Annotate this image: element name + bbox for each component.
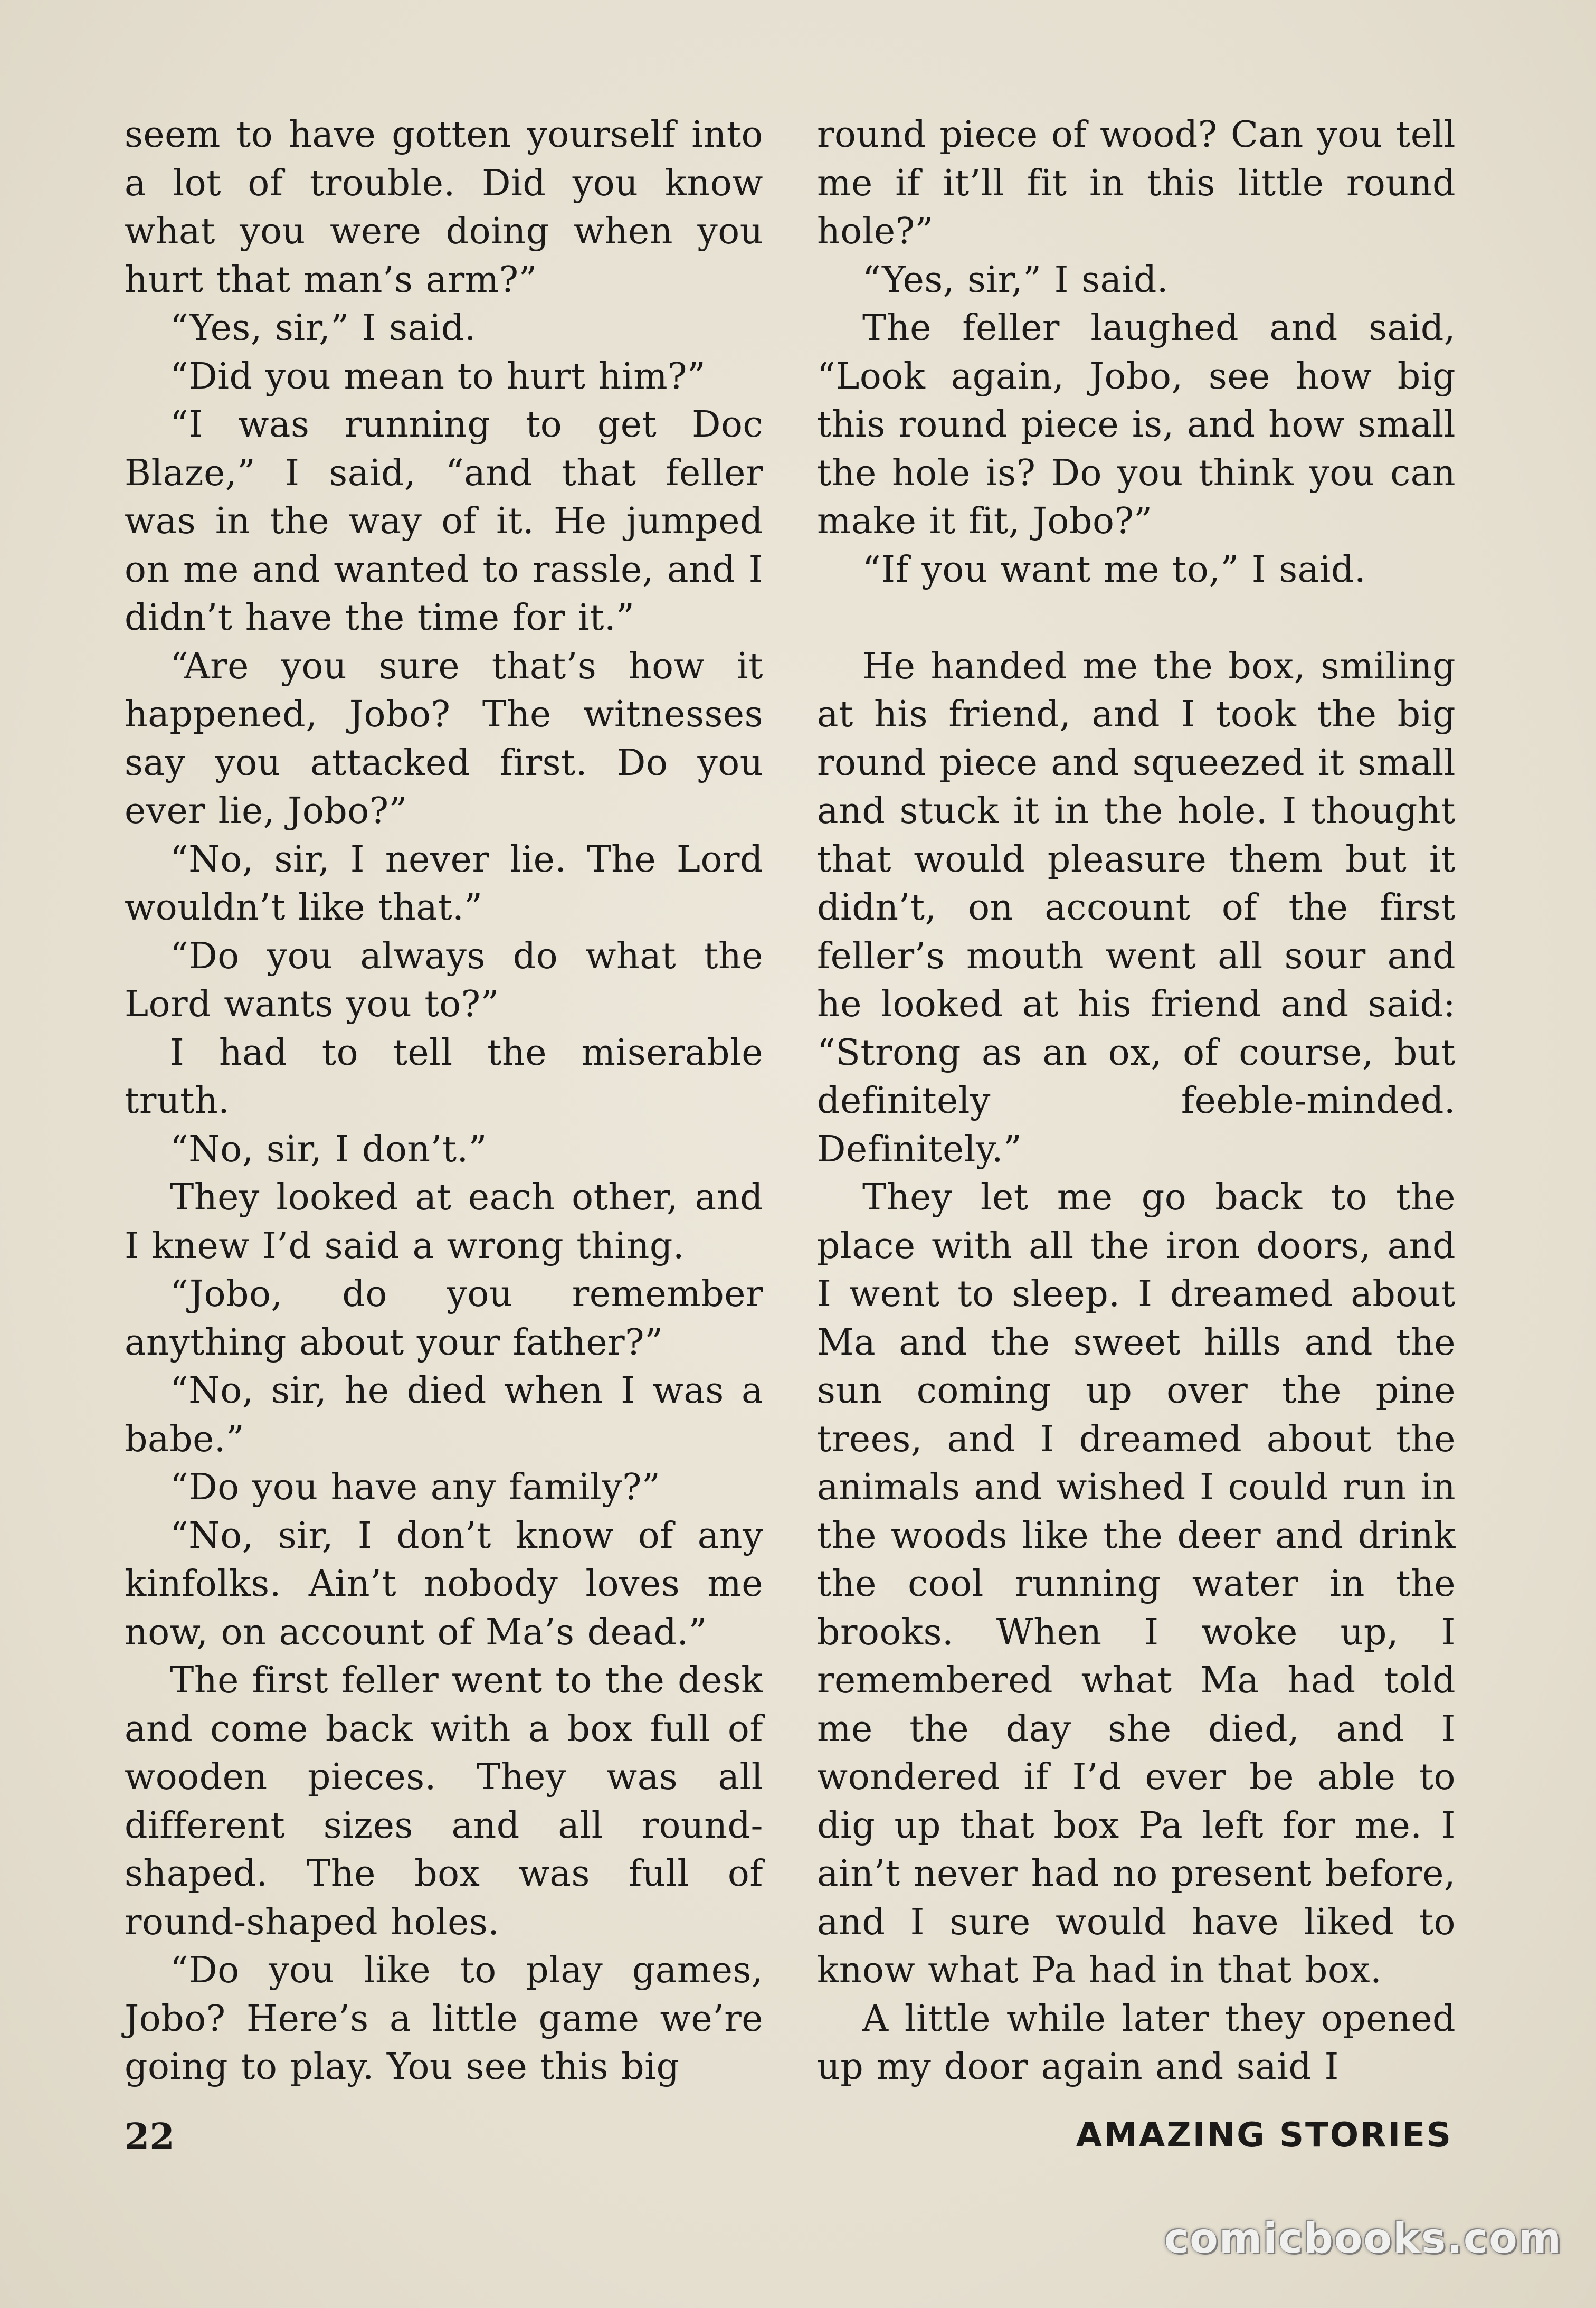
page-number: 22: [125, 2116, 175, 2158]
paragraph: “Jobo, do you remember anything about your father?”: [125, 1273, 763, 1364]
paragraph: “Did you mean to hurt him?”: [170, 355, 706, 398]
paragraph: “No, sir, he died when I was a babe.”: [125, 1370, 763, 1460]
paragraph: seem to have gotten yourself into a lot of trouble. Did you know what you were doing when you hurt that man’s arm?”: [125, 114, 763, 301]
right-text-column: [817, 111, 1456, 2092]
paragraph: I had to tell the miserable truth.: [125, 1032, 763, 1122]
paragraph: A little while later they opened up my door again and said I: [817, 1998, 1456, 2088]
paragraph: They looked at each other, and I knew I’d said a wrong thing.: [125, 1177, 763, 1267]
paragraph: “Do you have any family?”: [170, 1467, 661, 1508]
paragraph: The first feller went to the desk and come back with a box full of wooden pieces. They was all different sizes and all round-shaped. The box was full of round-shaped holes.: [125, 1660, 763, 1943]
paragraph: “I was running to get Doc Blaze,” I said, “and that feller was in the way of it. He jumped on me and wanted to rassle, and I didn’t have the time for it.”: [125, 404, 763, 639]
paragraph: “No, sir, I don’t know of any kinfolks. Ain’t nobody loves me now, on account of Ma’s dead.”: [125, 1515, 763, 1653]
paragraph: “No, sir, I don’t.”: [170, 1128, 487, 1170]
magazine-title-footer: AMAZING STORIES: [1076, 2116, 1452, 2155]
paragraph: “Do you like to play games, Jobo? Here’s a little game we’re going to play. You see this big: [125, 1950, 763, 2088]
paragraph: The feller laughed and said, “Look again, Jobo, see how big this round piece is, and how small the hole is? Do you think you can make it fit, Jobo?”: [817, 307, 1456, 542]
paragraph: “Do you always do what the Lord wants you to?”: [125, 935, 763, 1025]
paragraph: “Yes, sir,” I said.: [862, 259, 1168, 301]
watermark: comicbooks.com: [1164, 2215, 1562, 2263]
paragraph: “If you want me to,” I said.: [862, 548, 1366, 591]
paragraph: He handed me the box, smiling at his friend, and I took the big round piece and squeezed it small and stuck it in the hole. I thought that would pleasure them but it didn’t, on account of the first feller’s mouth went all sour and he looked at his friend and said: “Strong as an ox, of course, but definitely feeble-minded. Definitely.”: [817, 645, 1456, 1170]
paragraph: They let me go back to the place with all the iron doors, and I went to sleep. I dreamed about Ma and the sweet hills and the sun coming up over the pine trees, and I dreamed about the animals and wished I could run in the woods like the deer and drink the cool running water in the brooks. When I woke up, I remembered what Ma had told me the day she died, and I wondered if I’d ever be able to dig up that box Pa left for me. I ain’t never had no present before, and I sure would have liked to know what Pa had in that box.: [817, 1177, 1456, 1991]
paragraph: “No, sir, I never lie. The Lord wouldn’t like that.”: [125, 838, 763, 929]
left-text-column: [125, 111, 763, 2092]
paragraph: round piece of wood? Can you tell me if it’ll fit in this little round hole?”: [817, 114, 1456, 252]
paragraph: “Are you sure that’s how it happened, Jobo? The witnesses say you attacked first. Do you ever lie, Jobo?”: [125, 645, 763, 832]
paragraph: “Yes, sir,” I said.: [170, 307, 476, 349]
